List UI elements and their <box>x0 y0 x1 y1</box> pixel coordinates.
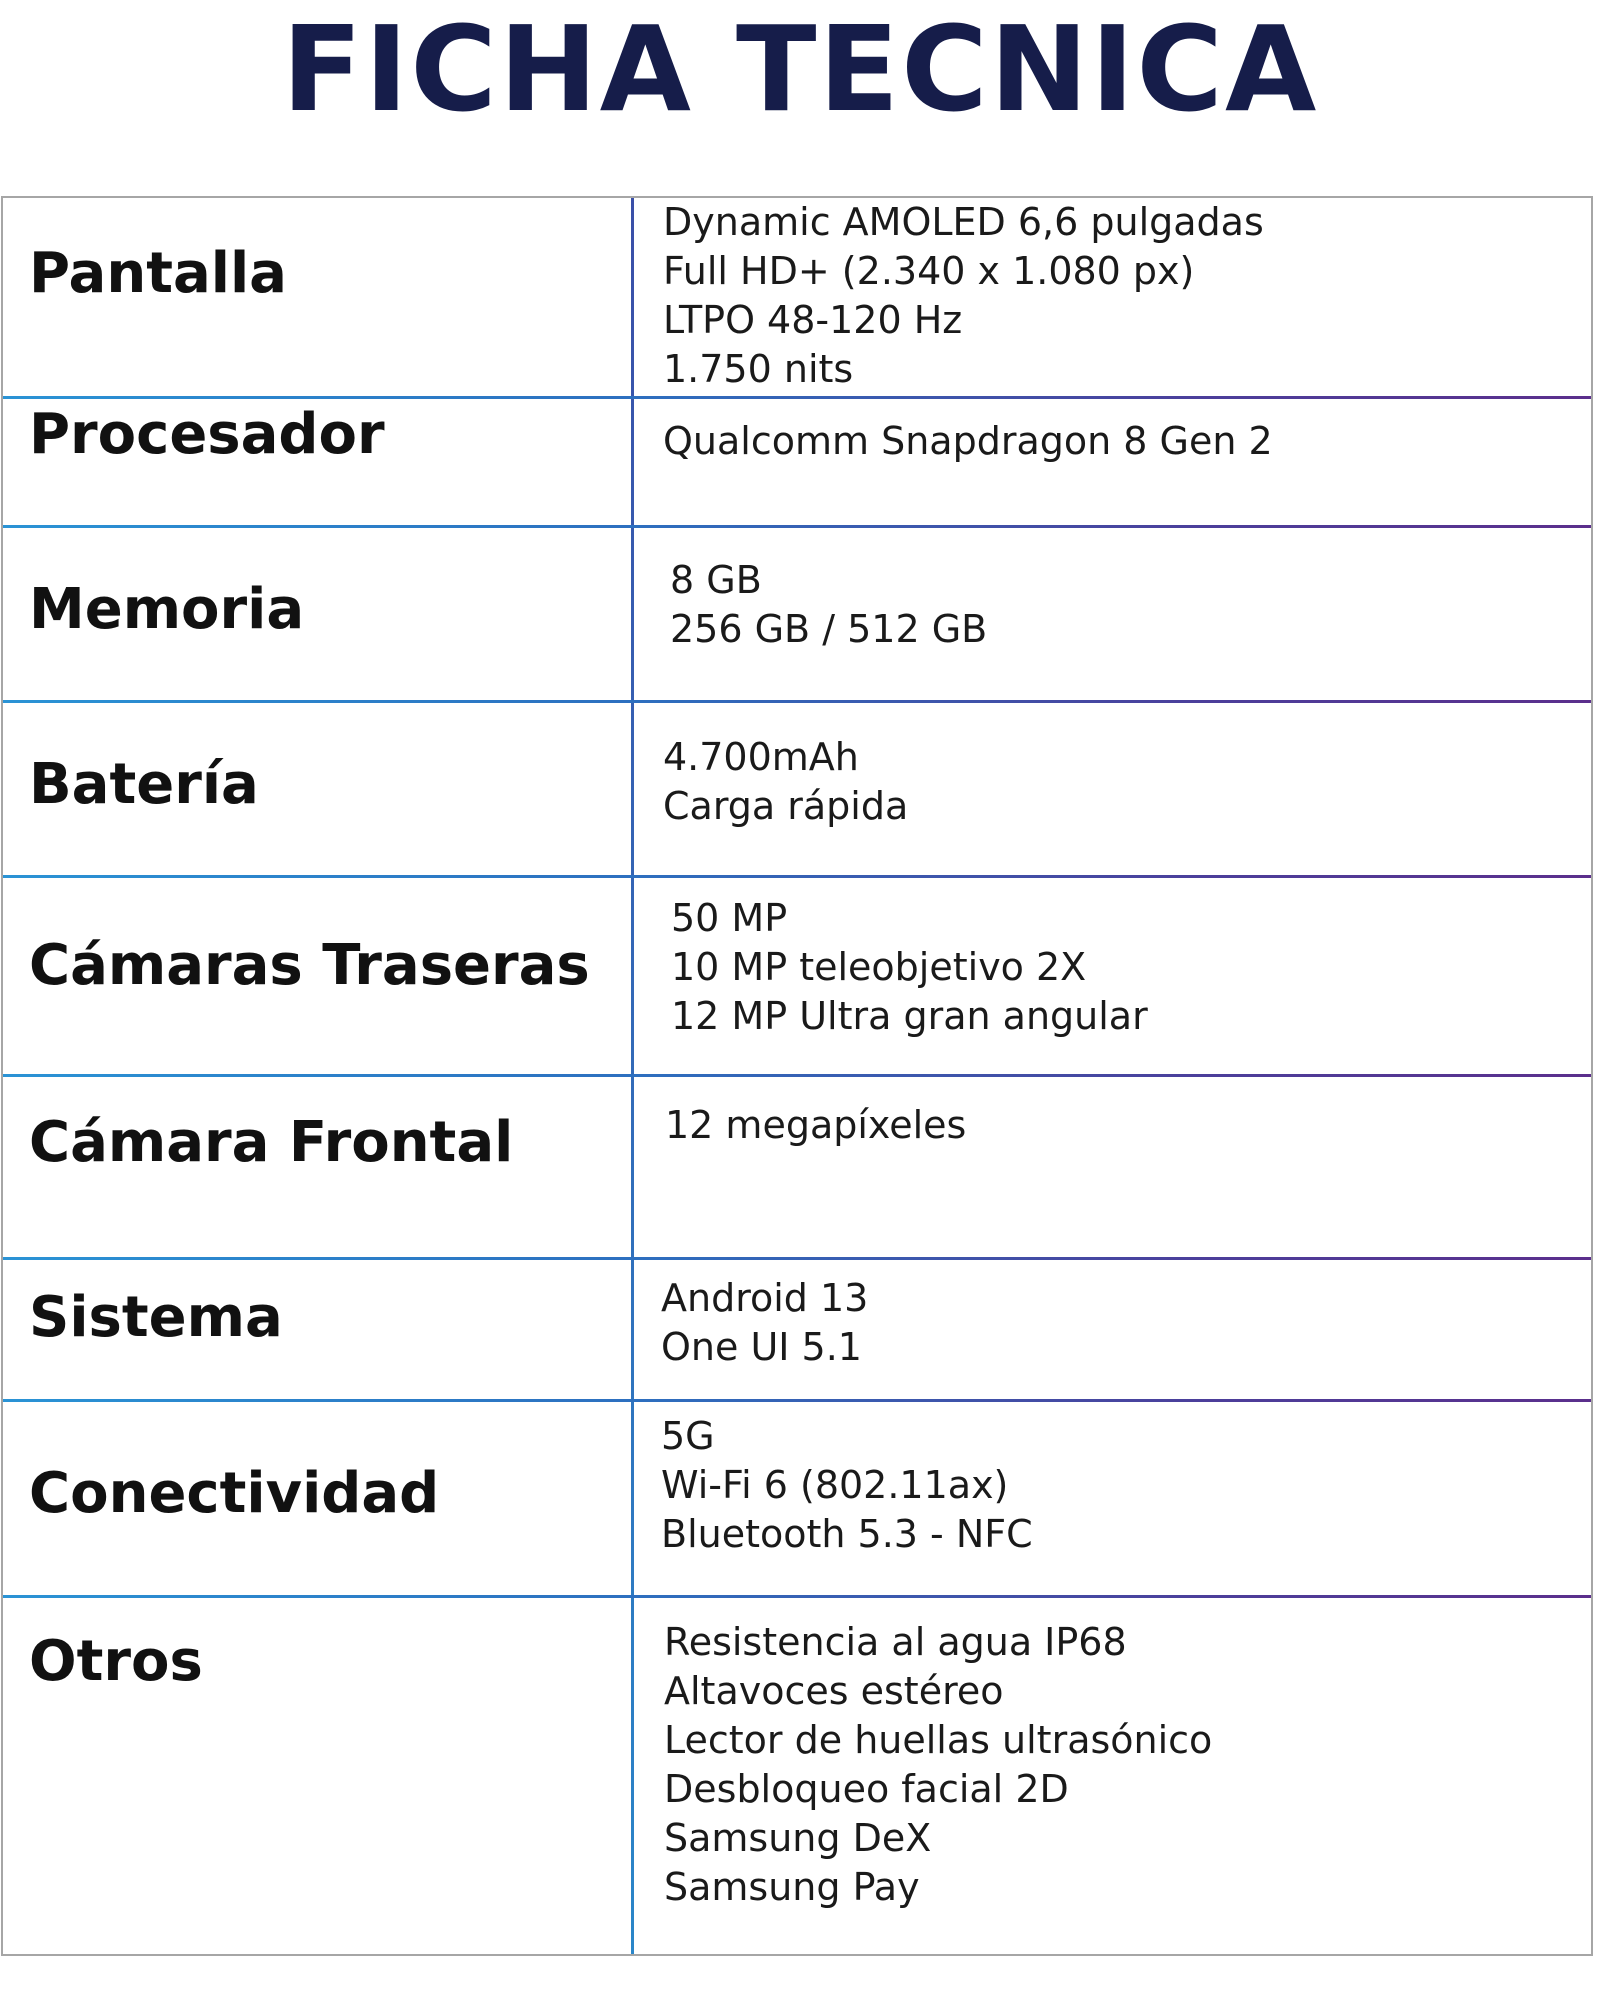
spec-label: Cámaras Traseras <box>29 933 590 998</box>
spec-value: 50 MP <box>671 896 788 940</box>
spec-value: Dynamic AMOLED 6,6 pulgadas <box>663 200 1264 244</box>
spec-value: 256 GB / 512 GB <box>670 607 988 651</box>
spec-row-bateria <box>3 703 1591 875</box>
spec-row-camaras-traseras <box>3 878 1591 1074</box>
spec-values <box>665 1101 1565 1150</box>
spec-row-sistema <box>3 1260 1591 1399</box>
spec-value: Desbloqueo facial 2D <box>664 1767 1069 1811</box>
spec-value: 1.750 nits <box>663 347 854 391</box>
spec-value: Carga rápida <box>663 784 909 828</box>
spec-values <box>663 417 1563 466</box>
spec-row-procesador <box>3 399 1591 525</box>
page-title: FICHA TECNICA <box>281 0 1319 138</box>
spec-value: 8 GB <box>670 558 762 602</box>
spec-row-otros <box>3 1598 1591 1954</box>
spec-value: Wi-Fi 6 (802.11ax) <box>661 1463 1009 1507</box>
spec-value: 10 MP teleobjetivo 2X <box>671 945 1087 989</box>
spec-values <box>661 1412 1561 1559</box>
spec-label: Procesador <box>29 402 385 467</box>
spec-value: Bluetooth 5.3 - NFC <box>661 1512 1033 1556</box>
spec-value: Lector de huellas ultrasónico <box>664 1718 1213 1762</box>
spec-values <box>670 556 1570 654</box>
spec-value: Altavoces estéreo <box>664 1669 1004 1713</box>
spec-label: Pantalla <box>29 241 287 306</box>
spec-value: Samsung DeX <box>664 1816 932 1860</box>
spec-label: Memoria <box>29 577 305 642</box>
spec-row-conectividad <box>3 1402 1591 1595</box>
spec-label: Batería <box>29 752 259 817</box>
spec-values <box>661 1274 1561 1372</box>
spec-value: 4.700mAh <box>663 735 859 779</box>
spec-row-pantalla <box>3 198 1591 396</box>
spec-label: Sistema <box>29 1285 283 1350</box>
spec-value: Resistencia al agua IP68 <box>664 1620 1127 1664</box>
spec-value: LTPO 48-120 Hz <box>663 298 963 342</box>
spec-value: Samsung Pay <box>664 1865 920 1909</box>
spec-value: Qualcomm Snapdragon 8 Gen 2 <box>663 419 1273 463</box>
spec-label: Cámara Frontal <box>29 1110 514 1175</box>
spec-label: Otros <box>29 1629 203 1694</box>
spec-value: 12 megapíxeles <box>665 1103 967 1147</box>
spec-row-memoria <box>3 528 1591 700</box>
spec-value: 5G <box>661 1414 715 1458</box>
spec-values <box>663 733 1563 831</box>
spec-value: Full HD+ (2.340 x 1.080 px) <box>663 249 1195 293</box>
spec-label: Conectividad <box>29 1461 440 1526</box>
spec-value: One UI 5.1 <box>661 1325 862 1369</box>
spec-values <box>663 198 1563 394</box>
spec-values <box>671 894 1571 1041</box>
spec-value: Android 13 <box>661 1276 869 1320</box>
spec-row-camara-frontal <box>3 1077 1591 1257</box>
spec-value: 12 MP Ultra gran angular <box>671 994 1148 1038</box>
spec-table <box>1 196 1593 1956</box>
spec-values <box>664 1618 1564 1912</box>
